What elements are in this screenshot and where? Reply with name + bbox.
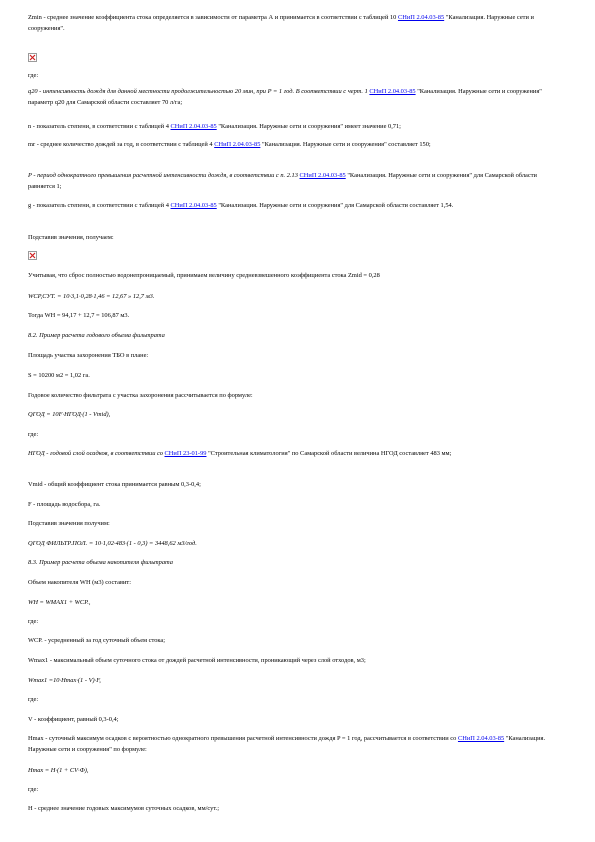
snip-link[interactable]: СНиП 23-01-99 <box>164 450 207 457</box>
formula-wh-total: Тогда WH = 94,17 + 12,7 = 106,87 м3. <box>28 312 130 319</box>
paragraph-mr: mr - среднее количество дождей за год, в соответствии с таблицей 4 СНиП 2.04.03-85 "Канализация. Наружные сети и сооружения" составляет 150; <box>28 141 431 148</box>
paragraph-v-def: V - коэффициент, равный 0,3-0,4; <box>28 716 119 723</box>
section-heading-8-3: 8.3. Пример расчета объема накопителя фильтрата <box>28 559 173 566</box>
paragraph-area: Площадь участка захоронения ТБО в плане: <box>28 352 149 359</box>
snip-link[interactable]: СНиП 2.04.03-85 <box>457 735 505 742</box>
paragraph-zmid: Учитывая, что сброс полностью водонепроницаемый, принимаем величину средневзвешенного коэффициента стока Zmid = 0,28 <box>28 272 380 279</box>
snip-link[interactable]: СНиП 2.04.03-85 <box>369 88 416 95</box>
paragraph-n: n - показатель степени, в соответствии с таблицей 4 СНиП 2.04.03-85 "Канализация. Наружные сети и сооружения" имеет значение 0,71; <box>28 123 401 130</box>
where-label: где: <box>28 786 39 793</box>
snip-link[interactable]: СНиП 2.04.03-85 <box>397 14 445 21</box>
formula-qgod: QГОД = 10F·HГОД·(1 - Vmid), <box>28 411 111 418</box>
paragraph-hmax: Hmax - суточный максимум осадков с вероятностью однократного превышения расчетной интенсивности дождя P = 1 год, рассчитывается в соответствии со СНиП 2.04.03-85 "Канализация. Наружные сети и сооружения" по формуле: <box>28 735 546 753</box>
where-label: где: <box>28 431 39 438</box>
formula-qgod-calc: QГОД ФИЛЬТР.ПОЛ. = 10·1,02·483·(1 - 0,3) = 3448,62 м3/год. <box>28 540 197 547</box>
formula-wh: WH = WMAX1 + WCP., <box>28 599 91 606</box>
snip-link[interactable]: СНиП 2.04.03-85 <box>299 172 346 179</box>
snip-link[interactable]: СНиП 2.04.03-85 <box>214 141 261 148</box>
formula-s: S = 10200 м2 = 1,02 га. <box>28 372 90 379</box>
paragraph-zmin-definition: Zmin - среднее значение коэффициента стока определяется в зависимости от параметра А и принимается в соответствии с таблицей 10 СНиП 2.04.03-85 "Канализация. Наружные сети и сооружения". <box>28 14 534 32</box>
formula-wcp: WCP,СУТ. = 10·3,1·0,28·1,46 = 12,67 » 12,7 м3. <box>28 293 155 300</box>
where-label: где: <box>28 618 39 625</box>
paragraph-volume: Объем накопителя WH (м3) составит: <box>28 579 131 586</box>
paragraph-vmid: Vmid - общий коэффициент стока принимается равным 0,3-0,4; <box>28 481 201 488</box>
where-label: где: <box>28 72 39 79</box>
paragraph-f: F - площадь водосбора, га. <box>28 501 101 508</box>
paragraph-q20: q20 - интенсивность дождя для данной местности продолжительностью 20 мин, при P = 1 год. В соответствии с черт. 1 СНиП 2.04.03-85 "Канализация. Наружные сети и сооружения" параметр q20 для Самарской области составляет 70 л/га; <box>28 88 542 106</box>
paragraph-h-def: H - среднее значение годовых максимумов суточных осадков, мм/сут.; <box>28 805 220 812</box>
paragraph-p-period: P - период однократного превышения расчетной интенсивности дождя, в соответствии с п. 2.13 СНиП 2.04.03-85 "Канализация. Наружные сети и сооружения" для Самарской области равняется 1; <box>28 172 537 190</box>
paragraph-wmax-def: Wmax1 - максимальный объем суточного стока от дождей расчетной интенсивности, проникающий через слой отходов, м3; <box>28 657 366 664</box>
paragraph-g: g - показатель степени, в соответствии с таблицей 4 СНиП 2.04.03-85 "Канализация. Наружные сети и сооружения" для Самарской области составляет 1,54. <box>28 202 454 209</box>
paragraph-annual: Годовое количество фильтрата с участка захоронения рассчитывается по формуле: <box>28 392 253 399</box>
snip-link[interactable]: СНиП 2.04.03-85 <box>170 202 217 209</box>
paragraph-wcp-def: WCP. - усредненный за год суточный объем стока; <box>28 637 166 644</box>
broken-image-icon <box>28 251 37 260</box>
section-heading-8-2: 8.2. Пример расчета годового объема фильтрата <box>28 332 165 339</box>
where-label: где: <box>28 696 39 703</box>
substitute-label: Подставив значения получим: <box>28 520 110 527</box>
broken-image-icon <box>28 53 37 62</box>
formula-hmax: Hmax = H·(1 + CV·Ф), <box>28 767 89 774</box>
snip-link[interactable]: СНиП 2.04.03-85 <box>170 123 217 130</box>
paragraph-hgod: HГОД - годовой слой осадков, в соответствии со СНиП 23-01-99 "Строительная климатология" по Самарской области величина HГОД составляет 483 мм; <box>28 450 452 457</box>
substitute-label: Подставив значения, получаем: <box>28 234 114 241</box>
formula-wmax: Wmax1 =10·Hmax·(1 - V)·F, <box>28 677 101 684</box>
